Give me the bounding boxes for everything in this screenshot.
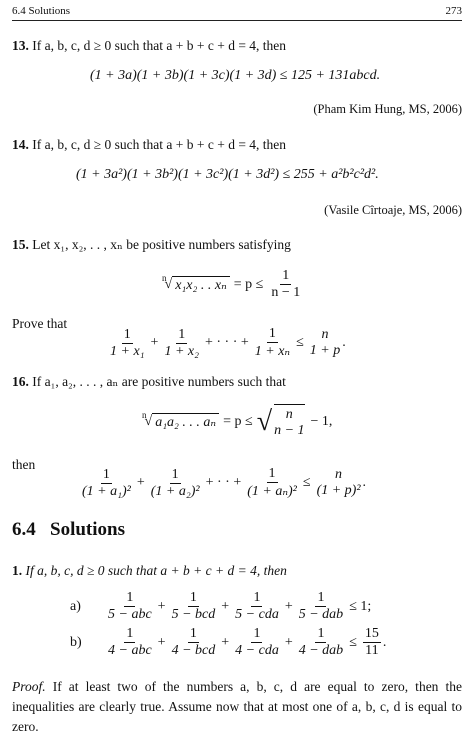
running-header [12,4,462,21]
equation-16-condition: n √ a₁a₂ . . . aₙ = p ≤ √ n n − 1 − 1, [142,405,333,438]
inequality-a: a) 1 5 − abc + 1 5 − bcd + 1 5 − cda + 1 5 − dab ≤ 1; [70,590,372,622]
equation-15-condition: n √ x₁x₂ . . xₙ = p ≤ $\frac{1}{n - 1}$ [162,268,301,300]
inequality-b: b) 1 4 − abc + 1 4 − bcd + 1 4 − cda + 1 4 − dab ≤ $\frac{15}{11}$ . [70,626,387,658]
problem-15 [12,235,291,255]
problem-16 [12,372,286,392]
problem-text: If a₁, a₂, . . . , aₙ are positive numbers such that [32,374,286,389]
problem-14 [12,135,286,155]
proof-paragraph [12,677,462,737]
prove-that-label: Prove that [12,316,68,331]
problem-text: Let x₁, x₂, . . , xₙ be positive numbers satisfying [32,237,291,252]
header-section: 6.4 Solutions [12,5,71,17]
problem-text: If a, b, c, d ≥ 0 such that a + b + c + d = 4, then [32,137,287,152]
equation-15-claim: 1 1 + x₁ + $\frac{1}{\text{1 + x₂}}$ + · · · + $\frac{1}{\text{1 + xₙ}}$ ≤ n 1 + p . [110,326,346,359]
equation-16-claim: 1 (1 + a₁)² + $\frac{1}{\text{(1 + a₂)²}}$ + · · + $\frac{1}{\text{(1 + aₙ)²}}$ ≤ n (1 + p)² . [82,466,367,499]
problem-number: 14. [12,137,29,152]
section-heading: 6.4 Solutions [12,519,125,540]
problem-text: If a, b, c, d ≥ 0 such that a + b + c + d = 4, then [32,38,287,53]
page-number: 273 [445,5,462,17]
solution-1 [12,561,287,581]
problem-number: 15. [12,237,29,252]
then-label: then [12,457,36,472]
attribution-13: (Pham Kim Hung, MS, 2006) [313,102,462,116]
proof-text: If at least two of the numbers a, b, c, d are equal to zero, then the inequalities are clearly true. Assume now that at most one of a, b, c, d is equal to zero. [12,679,462,734]
equation-14: (1 + 3a²)(1 + 3b²)(1 + 3c²)(1 + 3d²) ≤ 255 + a²b²c²d². [76,167,379,182]
problem-number: 13. [12,38,29,53]
proof-label: Proof. [12,679,46,694]
equation-13: (1 + 3a)(1 + 3b)(1 + 3c)(1 + 3d) ≤ 125 + 131abcd. [90,68,381,83]
fraction: $\frac{1}{n - 1}$ [271,268,301,300]
attribution-14: (Vasile Cîrtoaje, MS, 2006) [324,203,462,217]
problem-13 [12,36,286,56]
problem-number: 16. [12,374,29,389]
problem-number: 1. [12,563,23,578]
problem-text: If a, b, c, d ≥ 0 such that a + b + c + d = 4, then [25,563,287,578]
